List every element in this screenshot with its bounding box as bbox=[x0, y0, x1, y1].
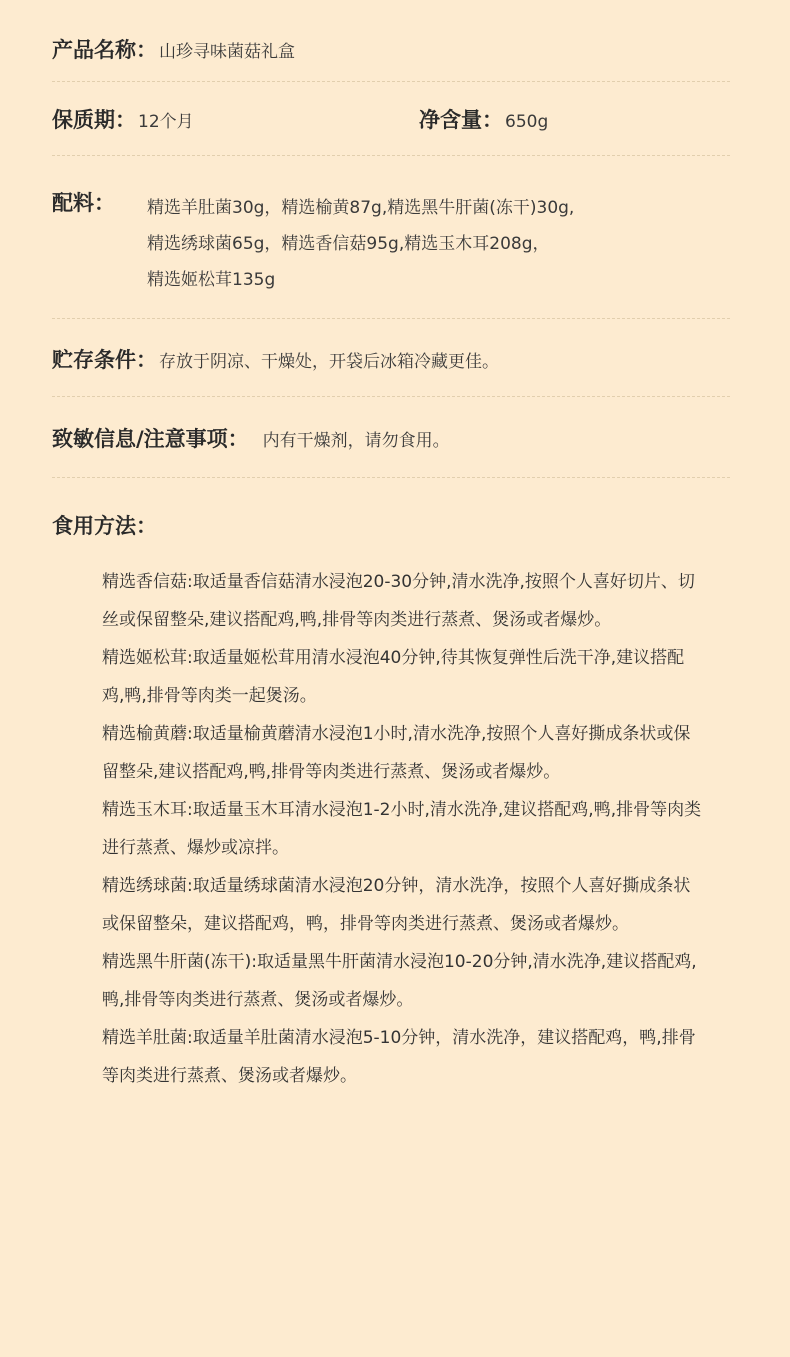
ingredients-list bbox=[147, 190, 574, 298]
ingredients-line: 精选羊肚菌30g，精选榆黄87g,精选黑牛肝菌(冻干)30g, bbox=[147, 198, 575, 218]
usage-item: 精选榆黄蘑:取适量榆黄蘑清水浸泡1小时,清水洗净,按照个人喜好撕成条状或保留整朵,建议搭配鸡,鸭,排骨等肉类进行蒸煮、煲汤或者爆炒。 bbox=[102, 724, 691, 782]
shelf-life-value: 12个月 bbox=[138, 112, 194, 132]
divider bbox=[52, 396, 730, 397]
usage-item: 精选绣球菌:取适量绣球菌清水浸泡20分钟，清水洗净，按照个人喜好撕成条状或保留整朵，建议搭配鸡，鸭，排骨等肉类进行蒸煮、煲汤或者爆炒。 bbox=[102, 876, 691, 934]
divider bbox=[52, 81, 730, 82]
ingredients-label: 配料： bbox=[52, 191, 115, 215]
usage-item: 精选香信菇:取适量香信菇清水浸泡20-30分钟,清水洗净,按照个人喜好切片、切丝或保留整朵,建议搭配鸡,鸭,排骨等肉类进行蒸煮、煲汤或者爆炒。 bbox=[102, 572, 695, 630]
storage-row bbox=[52, 344, 730, 374]
allergen-value: 内有干燥剂，请勿食用。 bbox=[262, 431, 450, 451]
usage-label: 食用方法： bbox=[52, 514, 157, 538]
usage-item: 精选姬松茸:取适量姬松茸用清水浸泡40分钟,待其恢复弹性后洗干净,建议搭配鸡,鸭,排骨等肉类一起煲汤。 bbox=[102, 648, 685, 706]
divider bbox=[52, 477, 730, 478]
shelf-life-row bbox=[52, 104, 730, 134]
ingredients-line: 精选姬松茸135g bbox=[147, 270, 276, 290]
net-content-row bbox=[419, 104, 548, 134]
usage-row bbox=[52, 510, 730, 540]
usage-item: 精选羊肚菌:取适量羊肚菌清水浸泡5-10分钟，清水洗净，建议搭配鸡，鸭,排骨等肉类进行蒸煮、煲汤或者爆炒。 bbox=[102, 1028, 696, 1086]
divider bbox=[52, 155, 730, 156]
storage-label: 贮存条件： bbox=[52, 348, 157, 372]
shelf-life-label: 保质期： bbox=[52, 108, 136, 132]
product-name-row bbox=[52, 34, 730, 64]
product-name-value: 山珍寻味菌菇礼盒 bbox=[159, 42, 295, 62]
net-content-label: 净含量： bbox=[419, 108, 503, 132]
usage-list bbox=[102, 563, 702, 1095]
product-name-label: 产品名称： bbox=[52, 38, 157, 62]
usage-item: 精选玉木耳:取适量玉木耳清水浸泡1-2小时,清水洗净,建议搭配鸡,鸭,排骨等肉类进行蒸煮、爆炒或凉拌。 bbox=[102, 800, 702, 858]
ingredients-line: 精选绣球菌65g，精选香信菇95g,精选玉木耳208g， bbox=[147, 234, 550, 254]
storage-value: 存放于阴凉、干燥处，开袋后冰箱冷藏更佳。 bbox=[159, 352, 499, 372]
allergen-row bbox=[52, 423, 730, 453]
allergen-label: 致敏信息/注意事项： bbox=[52, 427, 249, 451]
divider bbox=[52, 318, 730, 319]
usage-item: 精选黑牛肝菌(冻干):取适量黑牛肝菌清水浸泡10-20分钟,清水洗净,建议搭配鸡,鸭,排骨等肉类进行蒸煮、煲汤或者爆炒。 bbox=[102, 952, 697, 1010]
net-content-value: 650g bbox=[505, 112, 549, 132]
